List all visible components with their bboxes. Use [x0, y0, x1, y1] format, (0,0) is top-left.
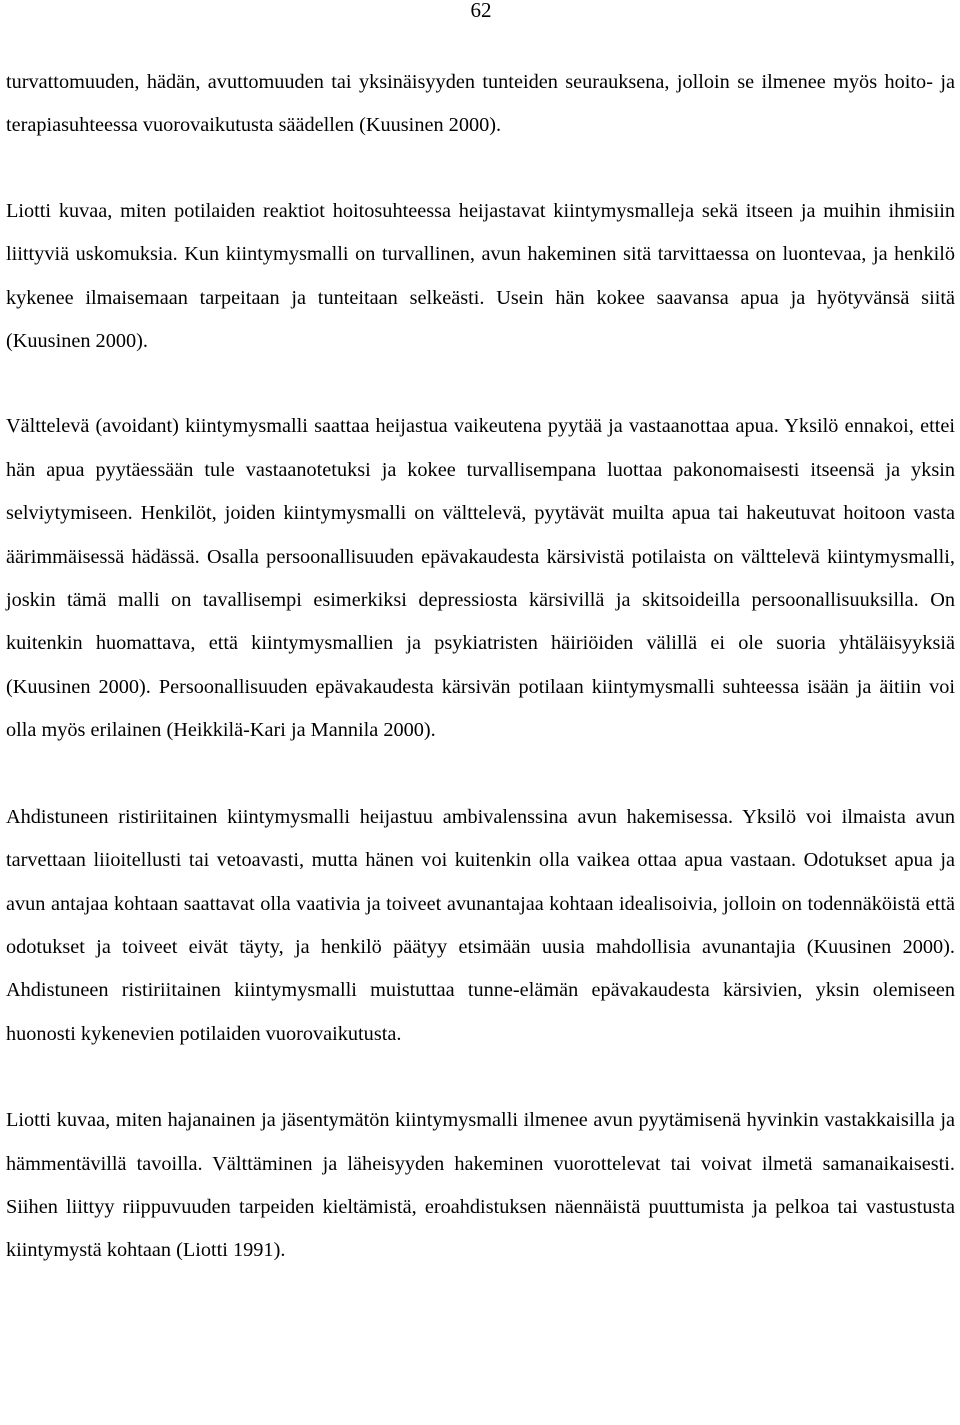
page-body	[6, 61, 955, 1273]
paragraph-spacer	[6, 1056, 955, 1099]
page-number: 62	[470, 0, 492, 22]
paragraph-spacer	[6, 148, 955, 190]
paragraph-4: Ahdistuneen ristiriitainen kiintymysmalli heijastuu ambivalenssina avun hakemisessa. Yksilö voi ilmaista avun tarvettaan liioitellusti tai vetoavasti, mutta hänen voi kuitenkin olla vaikea ottaa apua vastaan. Odotukset apua ja avun antajaa kohtaan saattavat olla vaativia ja toiveet avunantajaa kohtaan idealisoivia, jolloin on todennäköistä että odotukset ja toiveet eivät täyty, ja henkilö päätyy etsimään uusia mahdollisia avunantajia (Kuusinen 2000). Ahdistuneen ristiriitainen kiintymysmalli muistuttaa tunne-elämän epävakaudesta kärsivien, yksin olemiseen huonosti kykenevien potilaiden vuorovaikutusta.	[6, 805, 955, 1045]
paragraph-3: Välttelevä (avoidant) kiintymysmalli saattaa heijastua vaikeutena pyytää ja vastaanottaa apua. Yksilö ennakoi, ettei hän apua pyytäessään tule vastaanotetuksi ja kokee turvallisempana luottaa pakonomaisesti itseensä ja yksin selviytymiseen. Henkilöt, joiden kiintymysmalli on välttelevä, pyytävät muilta apua tai hakeutuvat hoitoon vasta äärimmäisessä hädässä. Osalla persoonallisuuden epävakaudesta kärsivistä potilaista on välttelevä kiintymysmalli, joskin tämä malli on tavallisempi esimerkiksi depressiosta kärsivillä ja skitsoideilla persoonallisuuksilla. On kuitenkin huomattava, että kiintymysmallien ja psykiatristen häiriöiden välillä ei ole suoria yhtäläisyyksiä (Kuusinen 2000). Persoonallisuuden epävakaudesta kärsivän potilaan kiintymysmalli suhteessa isään ja äitiin voi olla myös erilainen (Heikkilä-Kari ja Mannila 2000).	[6, 415, 955, 742]
paragraph-spacer	[6, 753, 955, 796]
paragraph-2: Liotti kuvaa, miten potilaiden reaktiot hoitosuhteessa heijastavat kiintymysmalleja sekä itseen ja muihin ihmisiin liittyviä uskomuksia. Kun kiintymysmalli on turvallinen, avun hakeminen sitä tarvittaessa on luontevaa, ja henkilö kykenee ilmaisemaan tarpeitaan ja tunteitaan selkeästi. Usein hän kokee saavansa apua ja hyötyvänsä siitä (Kuusinen 2000).	[6, 199, 955, 353]
paragraph-5: Liotti kuvaa, miten hajanainen ja jäsentymätön kiintymysmalli ilmenee avun pyytämisenä hyvinkin vastakkaisilla ja hämmentävillä tavoilla. Välttäminen ja läheisyyden hakeminen vuorottelevat tai voivat ilmetä samanaikaisesti. Siihen liittyy riippuvuuden tarpeiden kieltämistä, eroahdistuksen näennäistä puuttumista ja pelkoa tai vastustusta kiintymystä kohtaan (Liotti 1991).	[6, 1109, 955, 1262]
paragraph-1: turvattomuuden, hädän, avuttomuuden tai yksinäisyyden tunteiden seurauksena, jolloin se ilmenee myös hoito- ja terapiasuhteessa vuorovaikutusta säädellen (Kuusinen 2000).	[6, 71, 955, 137]
paragraph-spacer	[6, 363, 955, 405]
